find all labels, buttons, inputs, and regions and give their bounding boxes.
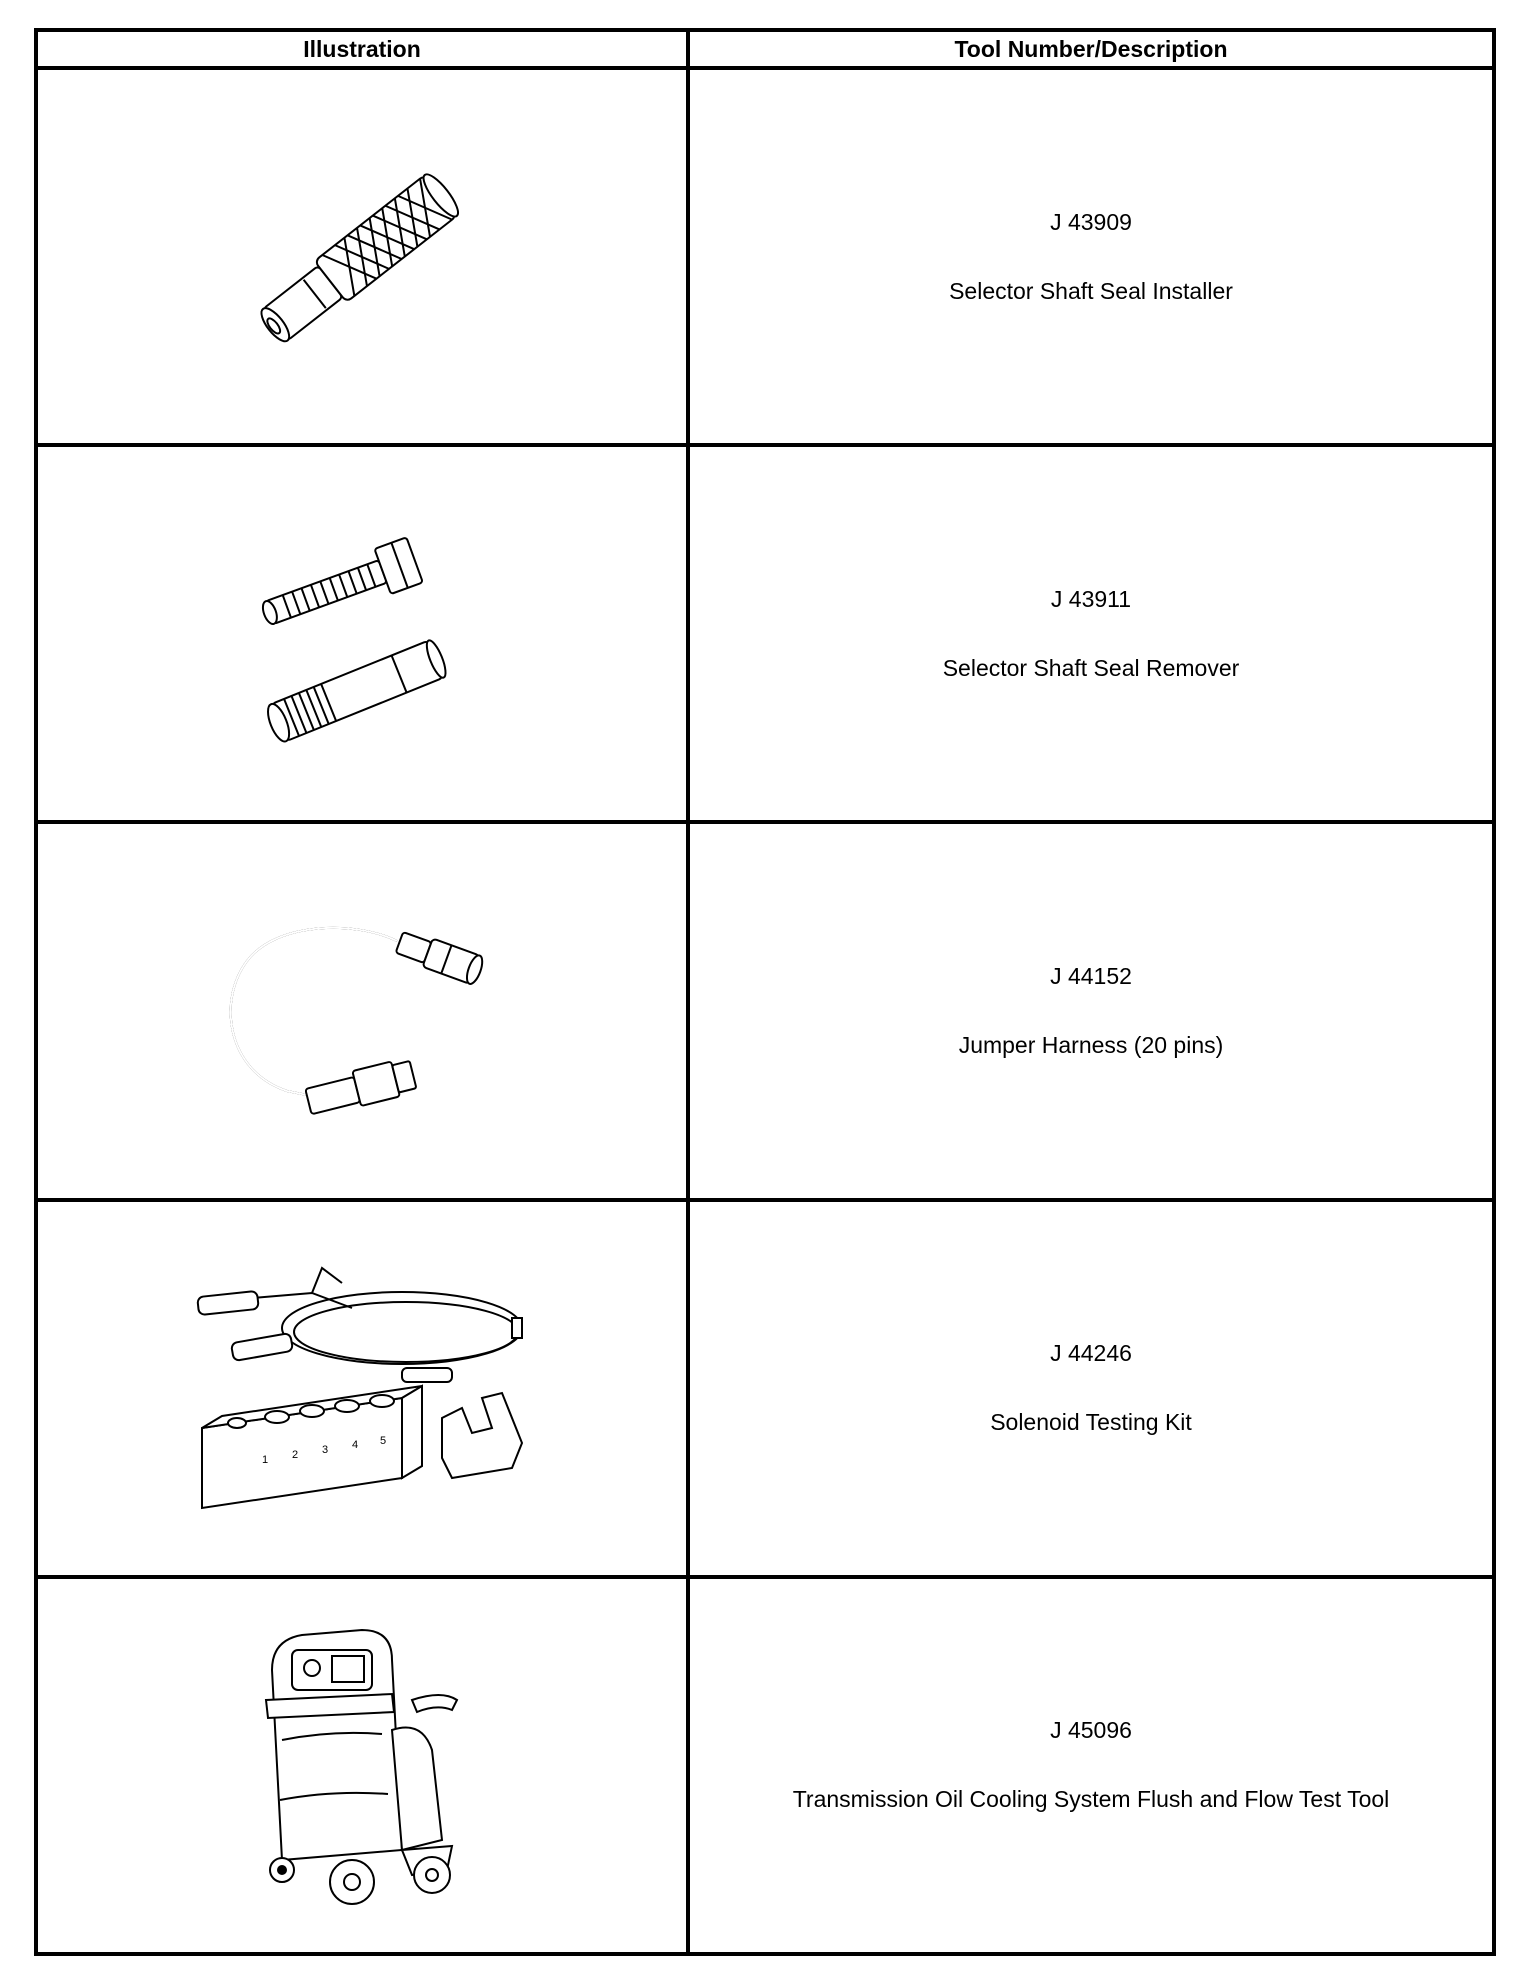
- solenoid-kit-icon: [192, 1238, 532, 1538]
- tool-number: J 43909: [1050, 208, 1132, 235]
- tool-name: Solenoid Testing Kit: [990, 1409, 1192, 1436]
- header-row: [36, 30, 1494, 68]
- table-row: [36, 1577, 1494, 1954]
- tool-table: [34, 28, 1496, 1956]
- header-description: Tool Number/Description: [688, 30, 1494, 68]
- tool-name: Selector Shaft Seal Remover: [942, 654, 1240, 681]
- kit-number: 4: [352, 1439, 359, 1452]
- description-cell: [688, 1577, 1494, 1954]
- description-cell: [688, 445, 1494, 822]
- seal-remover-icon: [252, 519, 472, 749]
- tool-number: J 45096: [1050, 1717, 1132, 1744]
- flush-tool-icon: [252, 1620, 472, 1910]
- table-row: [36, 68, 1494, 445]
- kit-number: 1: [262, 1454, 269, 1467]
- tool-number: J 44152: [1050, 962, 1132, 989]
- tool-number: J 44246: [1050, 1340, 1132, 1367]
- tool-number: J 43911: [1050, 585, 1132, 612]
- tool-name: Jumper Harness (20 pins): [958, 1031, 1224, 1058]
- tool-name: Transmission Oil Cooling System Flush and Flow Test Tool: [792, 1786, 1390, 1813]
- description-cell: [688, 822, 1494, 1199]
- header-illustration: Illustration: [36, 30, 688, 68]
- kit-number: 5: [380, 1435, 387, 1448]
- description-cell: [688, 68, 1494, 445]
- illustration-cell: [36, 822, 688, 1199]
- table-row: [36, 445, 1494, 822]
- table-row: [36, 1200, 1494, 1577]
- kit-number: 3: [322, 1444, 329, 1457]
- tool-name: Selector Shaft Seal Installer: [949, 277, 1233, 304]
- illustration-cell: [36, 1200, 688, 1577]
- illustration-cell: [36, 1577, 688, 1954]
- seal-installer-icon: [232, 157, 492, 357]
- description-cell: [688, 1200, 1494, 1577]
- kit-number: 2: [292, 1449, 299, 1462]
- table-row: [36, 822, 1494, 1199]
- illustration-cell: [36, 445, 688, 822]
- jumper-harness-icon: [207, 901, 517, 1121]
- illustration-cell: [36, 68, 688, 445]
